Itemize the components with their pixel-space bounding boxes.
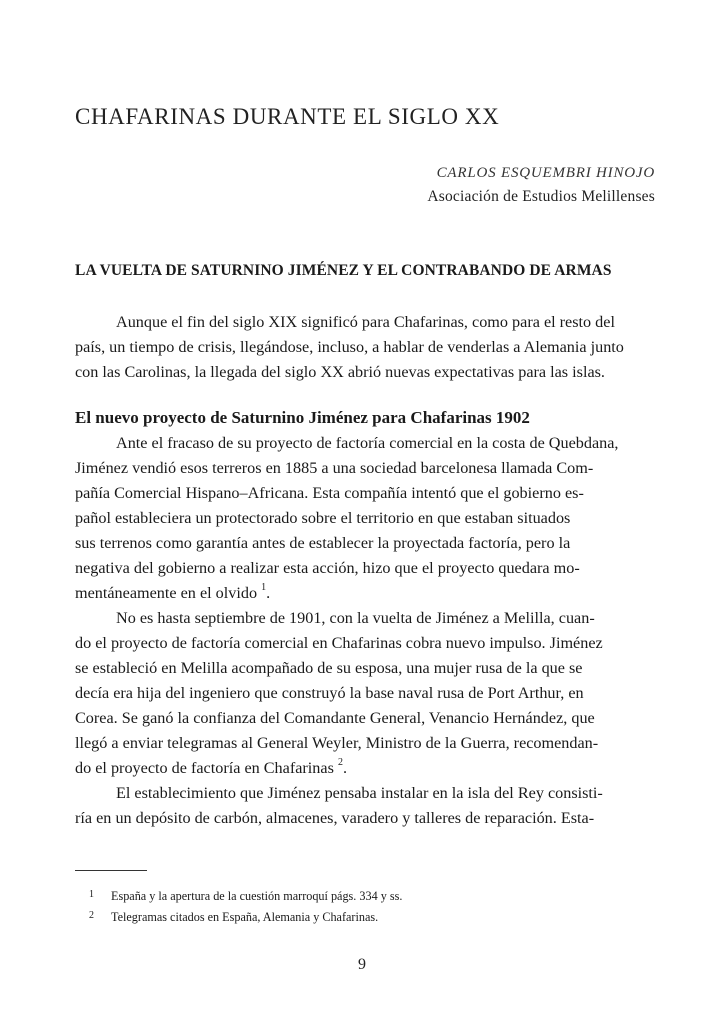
intro-paragraph xyxy=(75,310,655,385)
paragraph-line: Corea. Se ganó la confianza del Comandante General, Venancio Hernández, que xyxy=(75,709,595,727)
body-paragraph-1 xyxy=(75,431,655,606)
footnote-reference[interactable]: 2 xyxy=(337,756,343,768)
paragraph-text: mentáneamente en el olvido xyxy=(75,584,258,602)
footnote-reference[interactable]: 1 xyxy=(261,581,267,593)
paragraph-line: pañía Comercial Hispano–Africana. Esta compañía intentó que el gobierno es- xyxy=(75,484,584,502)
paragraph-line: El establecimiento que Jiménez pensaba instalar en la isla del Rey consisti- xyxy=(116,784,603,802)
body-paragraph-2 xyxy=(75,606,655,781)
footnotes xyxy=(89,885,671,927)
paragraph-line: con las Carolinas, la llegada del siglo XX abrió nuevas expectativas para las islas. xyxy=(75,363,605,381)
paragraph-line: Ante el fracaso de su proyecto de factoría comercial en la costa de Quebdana, xyxy=(116,434,619,452)
footnote-number: 1 xyxy=(89,889,94,900)
paragraph-line-last xyxy=(75,756,655,781)
footnote-number: 2 xyxy=(89,910,94,921)
footnote-text: España y la apertura de la cuestión marroquí págs. 334 y ss. xyxy=(111,889,403,903)
subsection-heading: El nuevo proyecto de Saturnino Jiménez para Chafarinas 1902 xyxy=(75,408,530,427)
paragraph-line: ría en un depósito de carbón, almacenes, varadero y talleres de reparación. Esta- xyxy=(75,809,595,827)
sentence-end: . xyxy=(266,584,271,602)
paragraph-line: decía era hija del ingeniero que construyó la base naval rusa de Port Arthur, en xyxy=(75,684,584,702)
paragraph-line: sus terrenos como garantía antes de establecer la proyectada factoría, pero la xyxy=(75,534,571,552)
paragraph-line: llegó a enviar telegramas al General Weyler, Ministro de la Guerra, recomendan- xyxy=(75,734,599,752)
paragraph-line: se estableció en Melilla acompañado de su esposa, una mujer rusa de la que se xyxy=(75,659,583,677)
footnote-item xyxy=(89,906,671,927)
paragraph-line: negativa del gobierno a realizar esta acción, hizo que el proyecto quedara mo- xyxy=(75,559,580,577)
footnote-text: Telegramas citados en España, Alemania y Chafarinas. xyxy=(111,910,379,924)
body-paragraph-3 xyxy=(75,781,655,831)
paragraph-line: do el proyecto de factoría comercial en Chafarinas cobra nuevo impulso. Jiménez xyxy=(75,634,603,652)
paragraph-line: pañol estableciera un protectorado sobre el territorio en que estaban situados xyxy=(75,509,571,527)
footnote-divider xyxy=(75,870,147,871)
section-heading: LA VUELTA DE SATURNINO JIMÉNEZ Y EL CONTRABANDO DE ARMAS xyxy=(75,262,612,279)
paragraph-line: Aunque el fin del siglo XIX significó para Chafarinas, como para el resto del xyxy=(116,313,615,331)
chapter-title: CHAFARINAS DURANTE EL SIGLO XX xyxy=(75,104,500,129)
sentence-end: . xyxy=(342,759,347,777)
paragraph-line: país, un tiempo de crisis, llegándose, incluso, a hablar de venderlas a Alemania junto xyxy=(75,338,624,356)
author-name: CARLOS ESQUEMBRI HINOJO xyxy=(436,165,655,181)
paragraph-line-last xyxy=(75,581,655,606)
author-affiliation: Asociación de Estudios Melillenses xyxy=(427,188,655,205)
paragraph-line: Jiménez vendió esos terreros en 1885 a una sociedad barcelonesa llamada Com- xyxy=(75,459,594,477)
page-number: 9 xyxy=(358,956,366,973)
paragraph-line: No es hasta septiembre de 1901, con la vuelta de Jiménez a Melilla, cuan- xyxy=(116,609,595,627)
paragraph-text: do el proyecto de factoría en Chafarinas xyxy=(75,759,334,777)
footnote-item xyxy=(89,885,671,906)
